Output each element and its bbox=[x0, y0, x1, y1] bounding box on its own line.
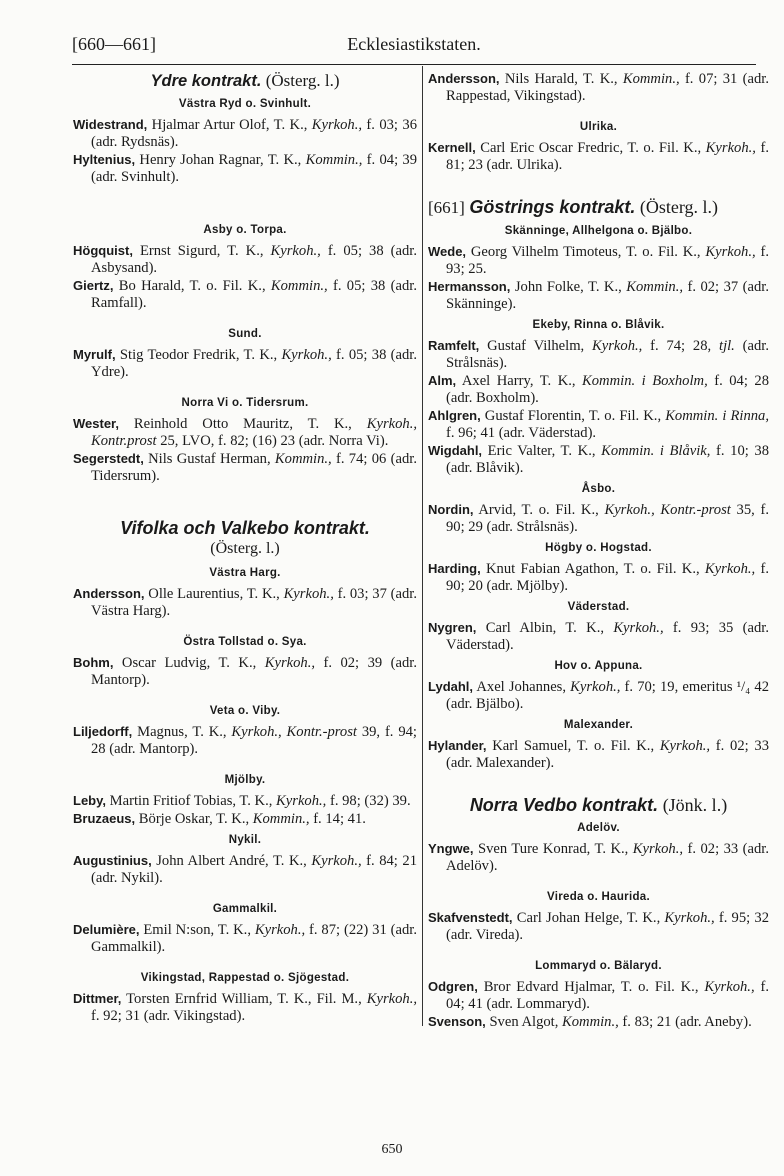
parish-heading: Adelöv. bbox=[577, 822, 620, 834]
clergy-entry: Augustinius, John Albert André, T. K., Kyrkoh., f. 84; 21 (adr. Nykil). bbox=[73, 853, 417, 886]
district-heading bbox=[73, 517, 417, 539]
parish-heading: Hov o. Appuna. bbox=[554, 660, 643, 672]
parish-heading: Ekeby, Rinna o. Blåvik. bbox=[532, 319, 665, 331]
page-header bbox=[72, 32, 756, 62]
district-title: Göstrings kontrakt. bbox=[469, 197, 636, 217]
page-title: Ecklesiastikstaten. bbox=[347, 34, 481, 54]
clergy-entry: Bruzaeus, Börje Oskar, T. K., Kommin., f. 14; 41. bbox=[73, 811, 366, 827]
parish-heading: Nykil. bbox=[228, 834, 262, 846]
clergy-entry: Alm, Axel Harry, T. K., Kommin. i Boxholm, f. 04; 28 (adr. Boxholm). bbox=[428, 373, 769, 406]
clergy-entry: Bohm, Oscar Ludvig, T. K., Kyrkoh., f. 02; 39 (adr. Mantorp). bbox=[73, 655, 417, 688]
parish-heading: Skänninge, Allhelgona o. Bjälbo. bbox=[504, 225, 693, 237]
parish-heading: Sund. bbox=[228, 328, 262, 340]
clergy-entry: Hermansson, John Folke, T. K., Kommin., f. 02; 37 (adr. Skänninge). bbox=[428, 279, 769, 312]
clergy-entry: Wigdahl, Eric Valter, T. K., Kommin. i Blåvik, f. 10; 38 (adr. Blåvik). bbox=[428, 443, 770, 476]
district-title: Ydre kontrakt. bbox=[150, 72, 262, 90]
clergy-entry: Delumière, Emil N:son, T. K., Kyrkoh., f. 87; (22) 31 (adr. Gammalkil). bbox=[73, 922, 417, 955]
district-county: (Österg. l.) bbox=[210, 540, 280, 557]
clergy-entry: Andersson, Olle Laurentius, T. K., Kyrkoh., f. 03; 37 (adr. Västra Harg). bbox=[73, 586, 417, 619]
page-range: [660—661] bbox=[72, 34, 156, 54]
clergy-entry: Hyltenius, Henry Johan Ragnar, T. K., Kommin., f. 04; 39 (adr. Svinhult). bbox=[73, 152, 417, 185]
district-county: (Österg. l.) bbox=[265, 71, 340, 90]
clergy-entry: Nygren, Carl Albin, T. K., Kyrkoh., f. 93; 35 (adr. Väderstad). bbox=[428, 620, 769, 653]
clergy-entry: Skafvenstedt, Carl Johan Helge, T. K., Kyrkoh., f. 95; 32 (adr. Vireda). bbox=[428, 910, 769, 943]
district-heading bbox=[428, 196, 769, 219]
clergy-entry: Ramfelt, Gustaf Vilhelm, Kyrkoh., f. 74; 28, tjl. (adr. Strålsnäs). bbox=[428, 338, 769, 371]
clergy-entry: Svenson, Sven Algot, Kommin., f. 83; 21 (adr. Aneby). bbox=[428, 1014, 752, 1030]
parish-heading: Väderstad. bbox=[567, 601, 630, 613]
parish-heading: Åsbo. bbox=[581, 483, 616, 495]
district-county: (Österg. l.) bbox=[639, 197, 719, 217]
clergy-entry: Wester, Reinhold Otto Mauritz, T. K., Kyrkoh., Kontr.prost 25, LVO, f. 82; (16) 23 (adr. Norra Vi). bbox=[73, 416, 417, 449]
clergy-entry: Dittmer, Torsten Ernfrid William, T. K., Fil. M., Kyrkoh., f. 92; 31 (adr. Vikingstad). bbox=[73, 991, 417, 1024]
clergy-entry: Hylander, Karl Samuel, T. o. Fil. K., Kyrkoh., f. 02; 33 (adr. Malexander). bbox=[428, 738, 769, 771]
column-divider bbox=[422, 66, 423, 1026]
page-number: 650 bbox=[381, 1142, 403, 1157]
parish-heading: Veta o. Viby. bbox=[209, 705, 281, 717]
parish-heading: Asby o. Torpa. bbox=[203, 224, 287, 236]
clergy-entry: Liljedorff, Magnus, T. K., Kyrkoh., Kontr.-prost 39, f. 94; 28 (adr. Mantorp). bbox=[73, 724, 417, 757]
clergy-entry: Nordin, Arvid, T. o. Fil. K., Kyrkoh., Kontr.-prost 35, f. 90; 29 (adr. Strålsnäs). bbox=[428, 502, 769, 535]
left-column bbox=[73, 70, 417, 1025]
parish-heading: Västra Ryd o. Svinhult. bbox=[178, 98, 312, 110]
clergy-entry: Giertz, Bo Harald, T. o. Fil. K., Kommin., f. 05; 38 (adr. Ramfall). bbox=[73, 278, 418, 311]
district-heading bbox=[73, 70, 417, 92]
clergy-entry: Kernell, Carl Eric Oscar Fredric, T. o. Fil. K., Kyrkoh., f. 81; 23 (adr. Ulrika). bbox=[428, 140, 769, 173]
parish-heading: Vireda o. Haurida. bbox=[547, 891, 650, 903]
parish-heading: Gammalkil. bbox=[212, 903, 278, 915]
district-county: (Jönk. l.) bbox=[662, 795, 728, 815]
parish-heading: Högby o. Hogstad. bbox=[545, 542, 652, 554]
parish-heading: Vikingstad, Rappestad o. Sjögestad. bbox=[140, 972, 350, 984]
clergy-entry: Wede, Georg Vilhelm Timoteus, T. o. Fil. K., Kyrkoh., f. 93; 25. bbox=[428, 244, 769, 277]
clergy-entry: Widestrand, Hjalmar Artur Olof, T. K., Kyrkoh., f. 03; 36 (adr. Rydsnäs). bbox=[73, 117, 417, 150]
clergy-entry: Odgren, Bror Edvard Hjalmar, T. o. Fil. K., Kyrkoh., f. 04; 41 (adr. Lommaryd). bbox=[428, 979, 769, 1012]
parish-heading: Lommaryd o. Bälaryd. bbox=[535, 960, 662, 972]
clergy-entry: Myrulf, Stig Teodor Fredrik, T. K., Kyrkoh., f. 05; 38 (adr. Ydre). bbox=[73, 347, 417, 380]
clergy-entry: Andersson, Nils Harald, T. K., Kommin., f. 07; 31 (adr. Rappestad, Vikingstad). bbox=[428, 71, 769, 104]
parish-heading: Malexander. bbox=[563, 719, 634, 731]
right-column bbox=[428, 70, 769, 1031]
parish-heading: Ulrika. bbox=[579, 121, 618, 133]
page-marker: [661] bbox=[428, 198, 465, 217]
clergy-entry: Yngwe, Sven Ture Konrad, T. K., Kyrkoh., f. 02; 33 (adr. Adelöv). bbox=[428, 841, 769, 874]
district-heading bbox=[428, 794, 769, 816]
clergy-entry: Harding, Knut Fabian Agathon, T. o. Fil. K., Kyrkoh., f. 90; 20 (adr. Mjölby). bbox=[428, 561, 769, 594]
clergy-entry: Högquist, Ernst Sigurd, T. K., Kyrkoh., f. 05; 38 (adr. Asbysand). bbox=[73, 243, 418, 276]
header-rule bbox=[72, 64, 756, 65]
parish-heading: Västra Harg. bbox=[209, 567, 281, 579]
district-title: Vifolka och Valkebo kontrakt. bbox=[120, 518, 370, 538]
parish-heading: Norra Vi o. Tidersrum. bbox=[181, 397, 309, 409]
clergy-entry: Segerstedt, Nils Gustaf Herman, Kommin., f. 74; 06 (adr. Tidersrum). bbox=[73, 451, 417, 484]
parish-heading: Östra Tollstad o. Sya. bbox=[183, 636, 307, 648]
clergy-entry: Ahlgren, Gustaf Florentin, T. o. Fil. K., Kommin. i Rinna, f. 96; 41 (adr. Väderstad). bbox=[428, 408, 770, 441]
clergy-entry: Leby, Martin Fritiof Tobias, T. K., Kyrkoh., f. 98; (32) 39. bbox=[73, 793, 411, 809]
district-title: Norra Vedbo kontrakt. bbox=[469, 795, 659, 815]
parish-heading: Mjölby. bbox=[224, 774, 266, 786]
clergy-entry: Lydahl, Axel Johannes, Kyrkoh., f. 70; 19, emeritus ¹/₄ 42 (adr. Bjälbo). bbox=[428, 679, 769, 712]
